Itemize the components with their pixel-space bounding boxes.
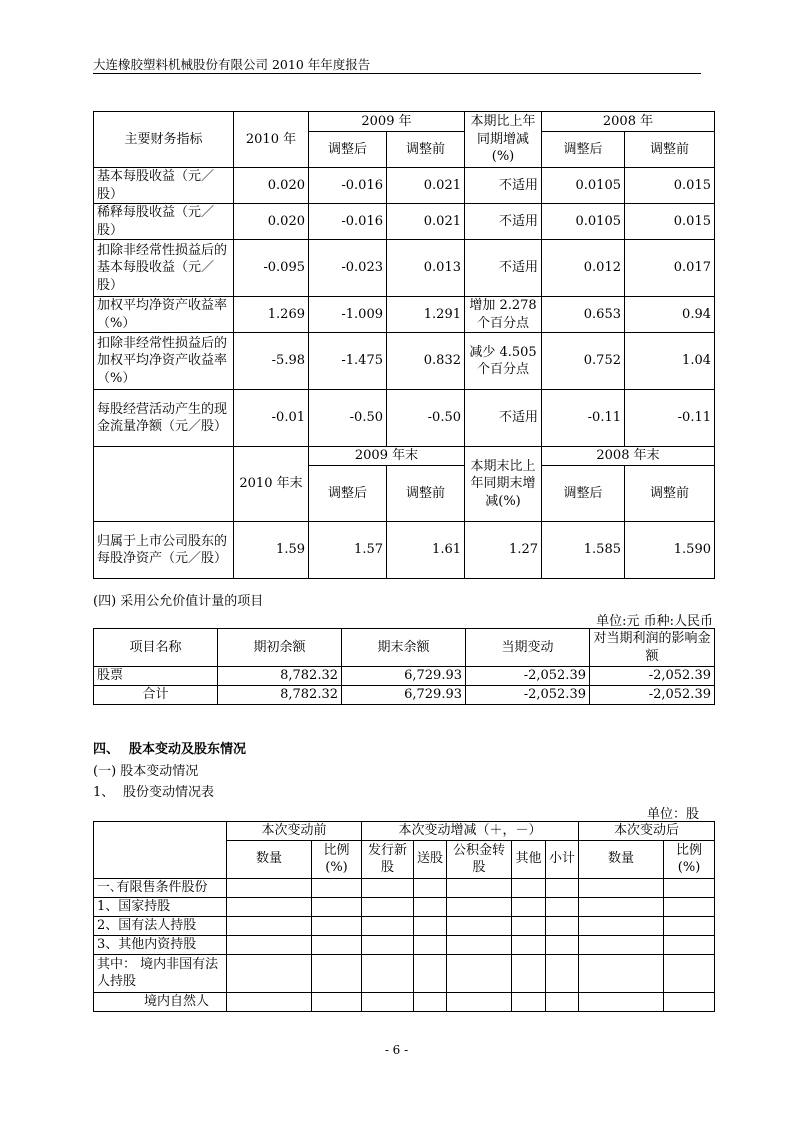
table-row — [94, 168, 715, 204]
fair-value-section-title: (四) 采用公允价值计量的项目 — [93, 594, 264, 609]
cell-value: -0.11 — [542, 390, 625, 447]
fair-value-unit: 单位:元 币种:人民币 — [596, 614, 713, 629]
cell-value: 0.653 — [542, 297, 625, 333]
cell-value: -0.50 — [309, 390, 387, 447]
cell-value: 减少 4.505 个百分点 — [465, 333, 542, 390]
row-label: 合计 — [94, 686, 218, 705]
header-2010: 2010 年 — [234, 112, 309, 168]
row-label: 稀释每股收益（元／股） — [94, 204, 234, 240]
blank-header-cell — [94, 447, 234, 522]
row-label: 一､有限售条件股份 — [94, 878, 227, 897]
cell-value: 0.832 — [387, 333, 465, 390]
cell-value: 不适用 — [465, 204, 542, 240]
header-2008: 2008 年 — [542, 112, 715, 132]
table-row — [94, 333, 715, 390]
table-row — [94, 667, 715, 686]
header-2008-end-adjusted-before: 调整前 — [625, 466, 715, 522]
share-unit: 单位：股 — [646, 807, 699, 822]
cell-value: 1.59 — [234, 522, 309, 579]
cell-value: 0.021 — [387, 168, 465, 204]
cell-value: 0.752 — [542, 333, 625, 390]
report-header: 大连橡胶塑料机械股份有限公司 2010 年年度报告 — [93, 57, 371, 72]
cell-value: -1.009 — [309, 297, 387, 333]
header-2009: 2009 年 — [309, 112, 465, 132]
header-ratio-after: 比例(%) — [664, 840, 715, 878]
share-table-title: 股份变动情况表 — [123, 785, 215, 800]
header-quantity-after: 数量 — [579, 840, 664, 878]
cell-value: 1.269 — [234, 297, 309, 333]
share-change-subtitle: (一) 股本变动情况 — [93, 764, 199, 779]
header-other: 其他 — [512, 840, 546, 878]
cell-value: 0.0105 — [542, 204, 625, 240]
header-quantity: 数量 — [227, 840, 312, 878]
header-opening-balance: 期初余额 — [218, 629, 342, 667]
section-four-title: 股本变动及股东情况 — [129, 742, 247, 757]
share-table-number: 1、 — [93, 785, 115, 800]
cell-value: -0.095 — [234, 240, 309, 297]
cell-value: -0.023 — [309, 240, 387, 297]
header-ratio: 比例(%) — [312, 840, 362, 878]
cell-value: 8,782.32 — [218, 686, 342, 705]
table-row — [94, 240, 715, 297]
cell-value: -1.475 — [309, 333, 387, 390]
header-closing-balance: 期末余额 — [342, 629, 466, 667]
cell-value: 1.61 — [387, 522, 465, 579]
cell-value: -2,052.39 — [590, 686, 715, 705]
cell-value: 1.57 — [309, 522, 387, 579]
row-label: 基本每股收益（元／股） — [94, 168, 234, 204]
row-label: 2、国有法人持股 — [94, 916, 227, 935]
cell-value: 0.012 — [542, 240, 625, 297]
cell-value: 不适用 — [465, 240, 542, 297]
row-label: 扣除非经常性损益后的加权平均净资产收益率（%） — [94, 333, 234, 390]
row-label: 每股经营活动产生的现金流量净额（元／股） — [94, 390, 234, 447]
header-period-change: 当期变动 — [466, 629, 590, 667]
table-row — [94, 686, 715, 705]
cell-value: 增加 2.278 个百分点 — [465, 297, 542, 333]
header-new-issue: 发行新股 — [362, 840, 414, 878]
header-2009-end: 2009 年末 — [309, 447, 465, 466]
cell-value: 1.585 — [542, 522, 625, 579]
header-indicator: 主要财务指标 — [94, 112, 234, 168]
cell-value: 0.013 — [387, 240, 465, 297]
fair-value-table — [93, 628, 715, 705]
header-after-change: 本次变动后 — [579, 822, 715, 841]
row-label: 其中： 境内非国有法人持股 — [94, 954, 227, 992]
header-item-name: 项目名称 — [94, 629, 218, 667]
header-2009-end-adjusted-before: 调整前 — [387, 466, 465, 522]
table-row — [94, 297, 715, 333]
row-label: 3、其他内资持股 — [94, 935, 227, 954]
cell-value: -0.50 — [387, 390, 465, 447]
header-rule — [93, 73, 701, 74]
row-label: 归属于上市公司股东的每股净资产（元／股） — [94, 522, 234, 579]
header-2008-end: 2008 年末 — [542, 447, 715, 466]
section-four-number: 四、 — [93, 742, 120, 757]
header-2009-adjusted-before: 调整前 — [387, 132, 465, 168]
table-row — [94, 992, 715, 1011]
cell-value: -5.98 — [234, 333, 309, 390]
cell-value: 0.017 — [625, 240, 715, 297]
header-bonus-shares: 送股 — [414, 840, 447, 878]
blank-header-cell — [94, 822, 227, 879]
cell-value: 1.291 — [387, 297, 465, 333]
cell-value: 不适用 — [465, 390, 542, 447]
row-label: 加权平均净资产收益率（%） — [94, 297, 234, 333]
cell-value: 6,729.93 — [342, 686, 466, 705]
cell-value: 不适用 — [465, 168, 542, 204]
cell-value: 0.94 — [625, 297, 715, 333]
share-change-table — [93, 821, 715, 1012]
cell-value: 1.04 — [625, 333, 715, 390]
cell-value: 1.590 — [625, 522, 715, 579]
header-change: 本期比上年同期增减(%) — [465, 112, 542, 168]
cell-value: 0.0105 — [542, 168, 625, 204]
header-profit-impact: 对当期利润的影响金额 — [590, 629, 715, 667]
row-label: 股票 — [94, 667, 218, 686]
header-reserve-conversion: 公积金转股 — [447, 840, 512, 878]
page-number: - 6 - — [384, 1043, 409, 1057]
cell-value: 0.020 — [234, 168, 309, 204]
table-row — [94, 204, 715, 240]
header-2009-end-adjusted-after: 调整后 — [309, 466, 387, 522]
row-label: 1、国家持股 — [94, 897, 227, 916]
header-2008-end-adjusted-after: 调整后 — [542, 466, 625, 522]
table-row — [94, 897, 715, 916]
cell-value: -0.01 — [234, 390, 309, 447]
header-2009-adjusted-after: 调整后 — [309, 132, 387, 168]
table-row — [94, 522, 715, 579]
cell-value: -2,052.39 — [466, 686, 590, 705]
header-2008-adjusted-after: 调整后 — [542, 132, 625, 168]
header-change-end: 本期末比上年同期末增减(%) — [465, 447, 542, 522]
cell-value: 0.015 — [625, 168, 715, 204]
table-row — [94, 935, 715, 954]
header-before-change: 本次变动前 — [227, 822, 362, 841]
financial-indicators-table — [93, 111, 715, 579]
header-change-amount: 本次变动增减（＋，－） — [362, 822, 579, 841]
cell-value: -2,052.39 — [466, 667, 590, 686]
row-label: 扣除非经常性损益后的基本每股收益（元／股） — [94, 240, 234, 297]
cell-value: 0.015 — [625, 204, 715, 240]
cell-value: 6,729.93 — [342, 667, 466, 686]
table-row — [94, 878, 715, 897]
header-subtotal: 小计 — [546, 840, 579, 878]
cell-value: -0.016 — [309, 168, 387, 204]
header-2008-adjusted-before: 调整前 — [625, 132, 715, 168]
header-2010-end: 2010 年末 — [234, 447, 309, 522]
cell-value: 0.021 — [387, 204, 465, 240]
cell-value: -0.016 — [309, 204, 387, 240]
table-row — [94, 390, 715, 447]
cell-value: 8,782.32 — [218, 667, 342, 686]
cell-value: -0.11 — [625, 390, 715, 447]
table-row — [94, 954, 715, 992]
row-label: 境内自然人 — [94, 992, 227, 1011]
cell-value: -2,052.39 — [590, 667, 715, 686]
table-row — [94, 916, 715, 935]
cell-value: 0.020 — [234, 204, 309, 240]
cell-value: 1.27 — [465, 522, 542, 579]
